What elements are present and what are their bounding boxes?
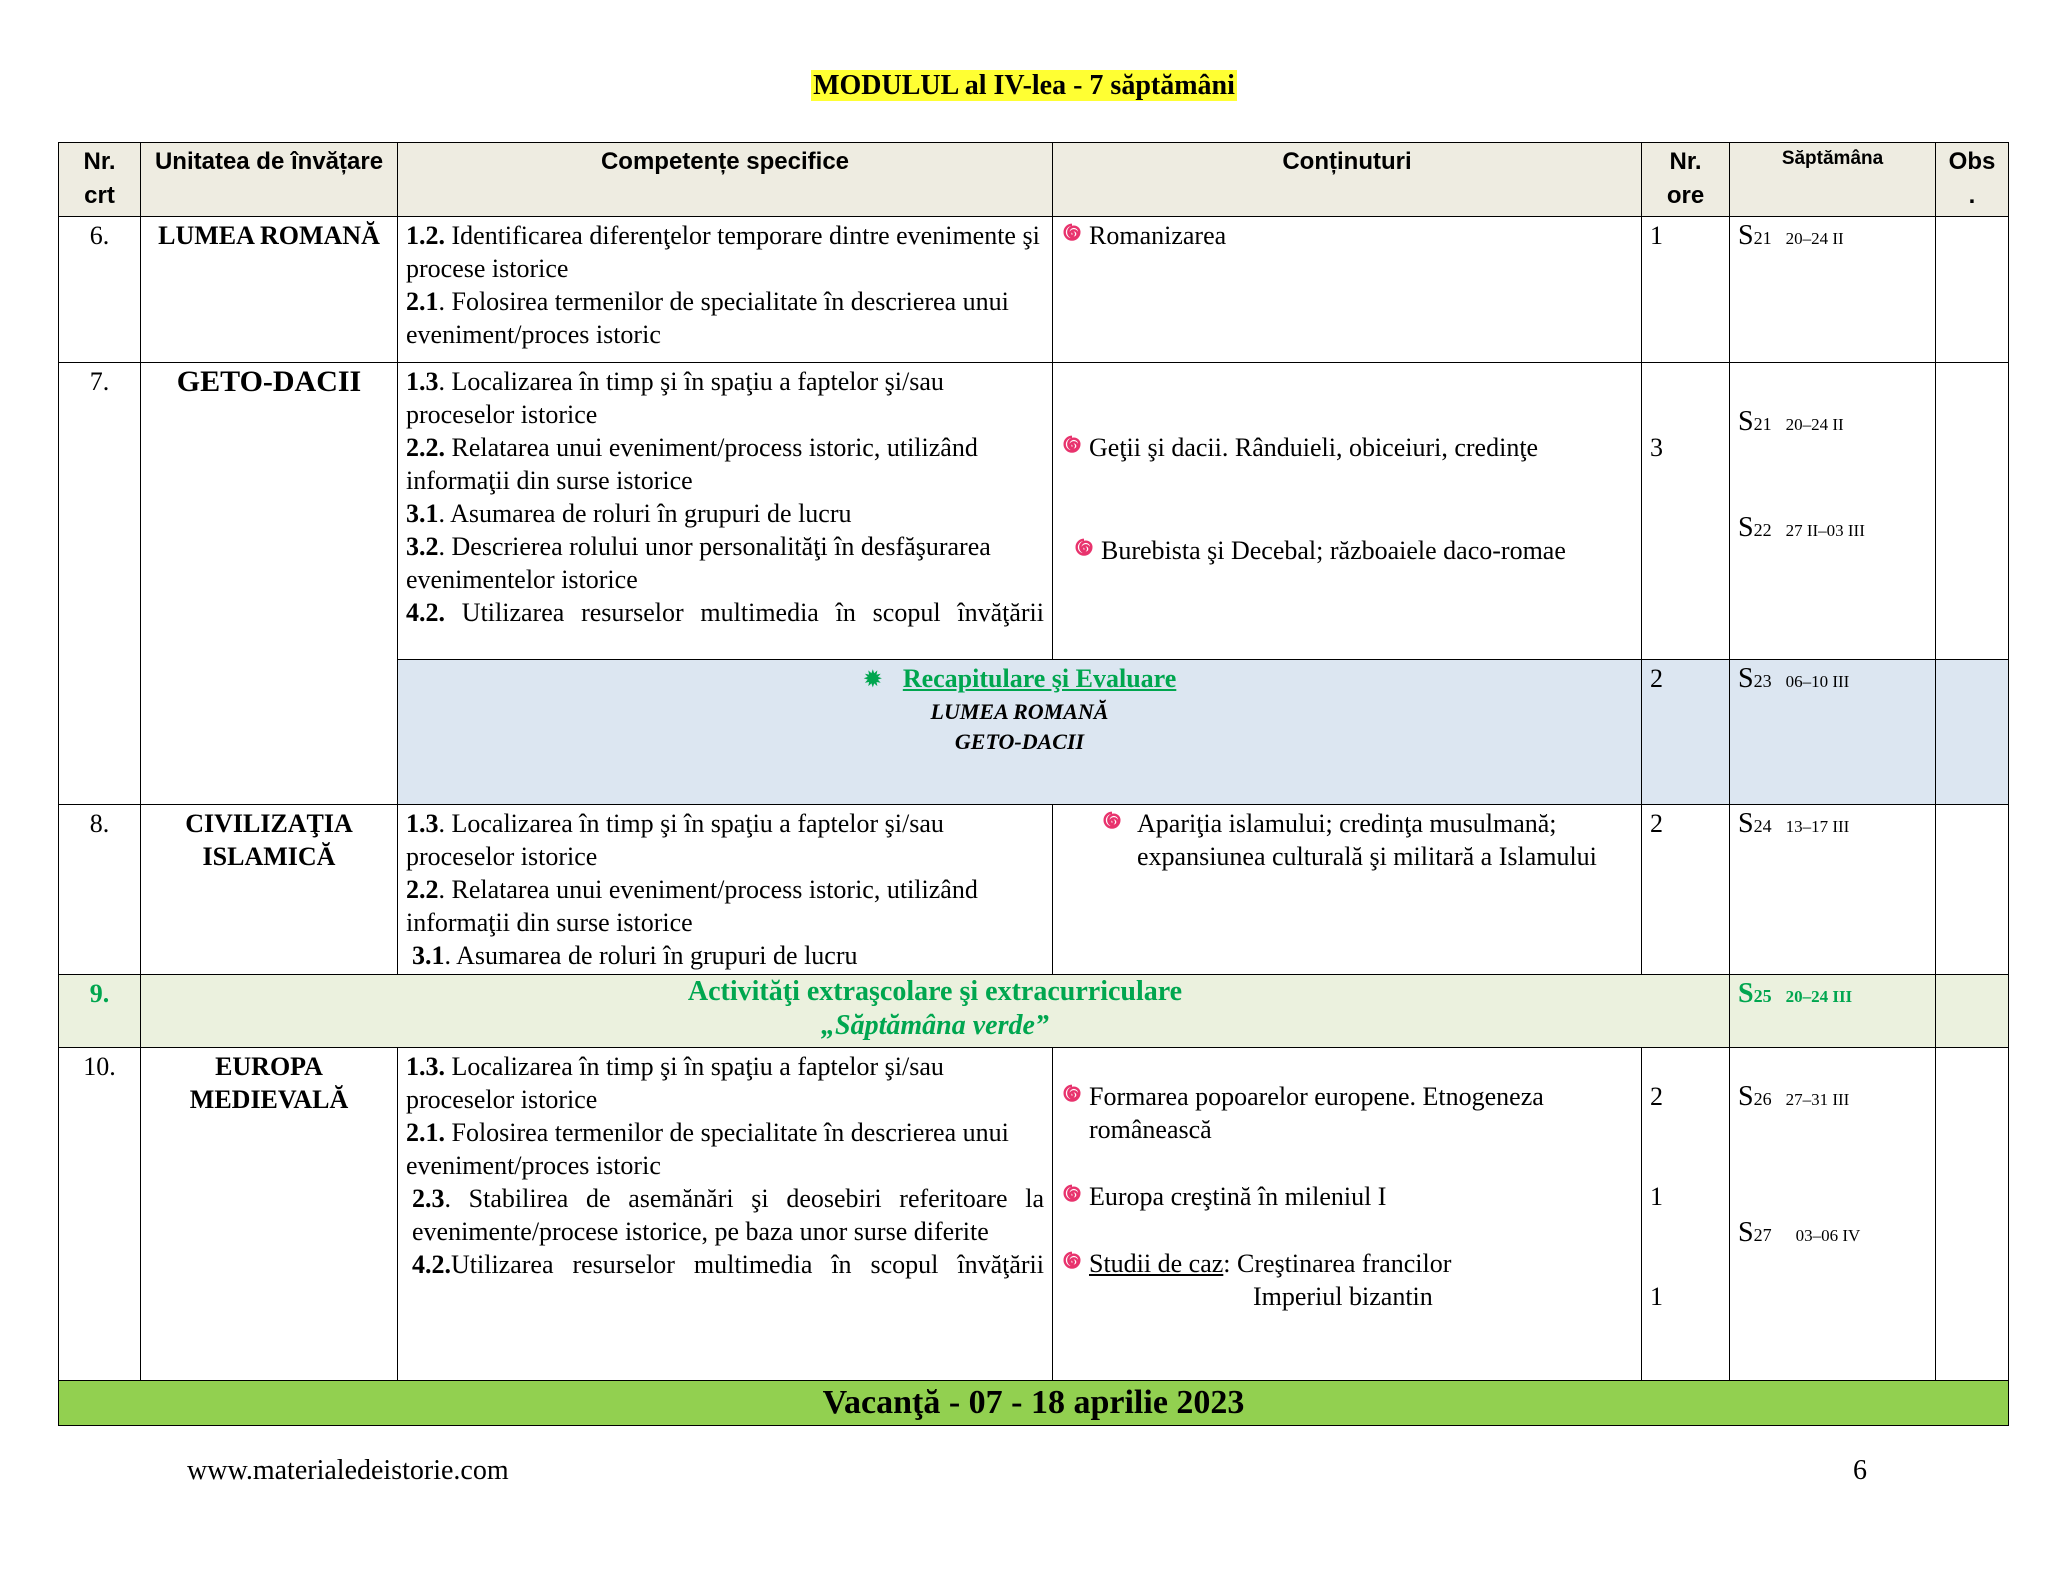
hours-cell: 2 1 1 [1642, 1048, 1730, 1381]
page-number: 6 [1853, 1455, 1867, 1486]
content-item: Formarea popoarelor europene. Etnogeneza românească [1061, 1080, 1633, 1146]
competences-cell: 1.3. Localizarea în timp şi în spaţiu a faptelor şi/sau proceselor istorice 2.1. Folosirea termenilor de specialitate în descrierea unui eveniment/proces istoric 2.3. Stabilirea de asemănări şi deosebiri referitoare la evenimente/procese istorice, pe baza unor surse diferite 4.2.Utilizarea resurselor multimedia în scopul învăţării [398, 1048, 1053, 1381]
recap-cell: ✹ Recapitulare şi Evaluare LUMEA ROMANĂ GETO-DACII [398, 660, 1642, 805]
table-row [59, 1048, 2009, 1381]
header-obs: Obs . [1936, 143, 2009, 217]
obs-cell [1936, 363, 2009, 660]
contents-cell [1053, 805, 1642, 975]
table-row [59, 363, 2009, 660]
hours-cell: 1 [1642, 217, 1730, 363]
header-row [59, 143, 2009, 217]
spiral-bullet-icon [1061, 223, 1083, 245]
spiral-bullet-icon [1073, 538, 1095, 560]
content-item: Europa creştină în mileniul I [1061, 1180, 1633, 1213]
obs-cell [1936, 217, 2009, 363]
hours-cell: 2 [1642, 805, 1730, 975]
competences-cell: 1.2. Identificarea diferenţelor temporare dintre evenimente şi procese istorice 2.1. Folosirea termenilor de specialitate în descrierea unui eveniment/proces istoric [398, 217, 1053, 363]
contents-cell [1053, 363, 1642, 660]
week-cell: S21 20–24 II S22 27 II–03 III [1730, 363, 1936, 660]
row-number: 9. [59, 975, 141, 1048]
header-week: Săptămâna [1730, 143, 1936, 217]
week-cell: S25 20–24 III [1730, 975, 1936, 1048]
header-competences: Competențe specifice [398, 143, 1053, 217]
header-hours: Nr. ore [1642, 143, 1730, 217]
header-contents: Conținuturi [1053, 143, 1642, 217]
table-row [59, 805, 2009, 975]
spiral-bullet-icon [1061, 1184, 1083, 1206]
unit-name: LUMEA ROMANĂ [141, 217, 398, 363]
unit-name: EUROPA MEDIEVALĂ [141, 1048, 398, 1381]
extracurricular-row [59, 975, 2009, 1048]
content-item: Romanizarea [1061, 219, 1633, 252]
row-number: 6. [59, 217, 141, 363]
unit-name: CIVILIZAŢIA ISLAMICĂ [141, 805, 398, 975]
spiral-bullet-icon [1061, 435, 1083, 457]
header-nr: Nr. crt [59, 143, 141, 217]
competences-cell: 1.3. Localizarea în timp şi în spaţiu a faptelor şi/sau proceselor istorice 2.2. Relatarea unui eveniment/process istoric, utilizând informaţii din surse istorice 3.1. Asumarea de roluri în grupuri de lucru 3.2. Descrierea rolului unor personalităţi în desfăşurarea evenimentelor istorice 4.2. Utilizarea resurselor multimedia în scopul învăţării [398, 363, 1053, 660]
obs-cell [1936, 660, 2009, 805]
content-item: Burebista şi Decebal; războaiele daco-romae [1061, 534, 1633, 567]
contents-cell [1053, 217, 1642, 363]
spiral-bullet-icon [1101, 811, 1123, 833]
row-number: 10. [59, 1048, 141, 1381]
vacation-row [59, 1381, 2009, 1426]
week-cell: S24 13–17 III [1730, 805, 1936, 975]
hours-cell: 2 [1642, 660, 1730, 805]
week-cell: S26 27–31 III S27 03–06 IV [1730, 1048, 1936, 1381]
obs-cell [1936, 805, 2009, 975]
spiral-bullet-icon [1061, 1084, 1083, 1106]
competences-cell: 1.3. Localizarea în timp şi în spaţiu a faptelor şi/sau proceselor istorice 2.2. Relatarea unui eveniment/process istoric, utilizând informaţii din surse istorice 3.1. Asumarea de roluri în grupuri de lucru [398, 805, 1053, 975]
hours-cell: 3 [1642, 363, 1730, 660]
spiral-bullet-icon [1061, 1251, 1083, 1273]
header-unit: Unitatea de învățare [141, 143, 398, 217]
table-row [59, 217, 2009, 363]
week-cell: S21 20–24 II [1730, 217, 1936, 363]
content-item: Geţii şi dacii. Rânduieli, obiceiuri, credinţe [1061, 431, 1633, 464]
star-bullet-icon: ✹ [862, 667, 883, 693]
extracurricular-cell: Activităţi extraşcolare şi extracurriculare „Săptămâna verde” [141, 975, 1730, 1048]
contents-cell [1053, 1048, 1642, 1381]
obs-cell [1936, 1048, 2009, 1381]
row-number: 8. [59, 805, 141, 975]
vacation-banner: Vacanţă - 07 - 18 aprilie 2023 [59, 1381, 2009, 1426]
module-title: MODULUL al IV-lea - 7 săptămâni [813, 70, 1235, 101]
footer-website: www.materialedeistorie.com [187, 1455, 509, 1486]
week-cell: S23 06–10 III [1730, 660, 1936, 805]
unit-name: GETO-DACII [141, 363, 398, 805]
planning-table [58, 142, 2009, 1426]
content-item: Apariţia islamului; credinţa musulmană; expansiunea culturală şi militară a Islamului [1061, 807, 1633, 873]
row-number: 7. [59, 363, 141, 805]
obs-cell [1936, 975, 2009, 1048]
case-study-item: Studii de caz: Creştinarea francilor Imperiul bizantin [1061, 1247, 1633, 1313]
